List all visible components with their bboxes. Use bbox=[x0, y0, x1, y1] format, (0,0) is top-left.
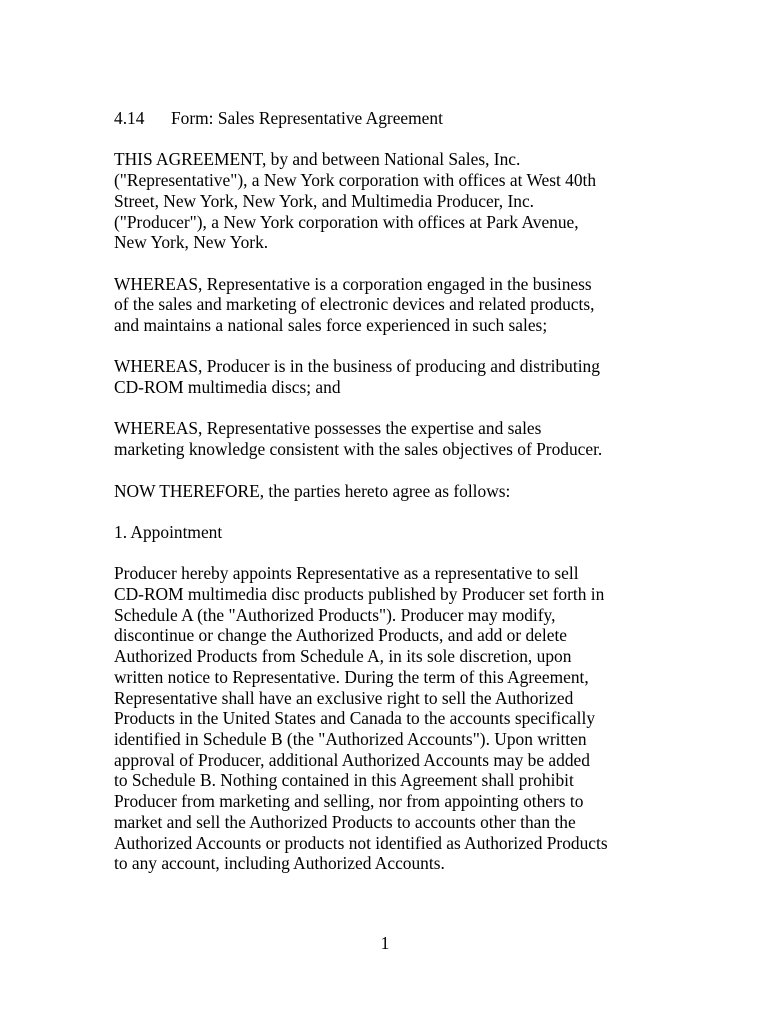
now-therefore-paragraph: NOW THEREFORE, the parties hereto agree as follows: bbox=[114, 480, 511, 501]
appointment-paragraph: Producer hereby appoints Representative as a representative to sell CD-ROM multimedia disc products published by Producer set forth in Schedule A (the "Authorized Products"). Producer may modify, discontinue or change the Authorized Products, and add or delete Authorized Products from Schedule A, in its sole discretion, upon written notice to Representative. During the term of this Agreement, Representative shall have an exclusive right to sell the Authorized Products in the United States and Canada to the accounts specifically identified in Schedule B (the "Authorized Accounts"). Upon written approval of Producer, additional Authorized Accounts may be added to Schedule B. Nothing contained in this Agreement shall prohibit Producer from marketing and selling, nor from appointing others to market and sell the Authorized Products to accounts other than the Authorized Accounts or products not identified as Authorized Products to any account, including Authorized Accounts. bbox=[114, 563, 608, 874]
document-body bbox=[114, 108, 664, 895]
whereas-producer-paragraph: WHEREAS, Producer is in the business of producing and distributing CD-ROM multimedia discs; and bbox=[114, 356, 600, 398]
whereas-representative-paragraph: WHEREAS, Representative is a corporation engaged in the business of the sales and marketing of electronic devices and related products, and maintains a national sales force experienced in such sales; bbox=[114, 273, 595, 335]
preamble-paragraph: THIS AGREEMENT, by and between National Sales, Inc. ("Representative"), a New York corporation with offices at West 40th Street, New York, New York, and Multimedia Producer, Inc. ("Producer"), a New York corporation with offices at Park Avenue, New York, New York. bbox=[114, 149, 597, 253]
section-title: Form: Sales Representative Agreement bbox=[171, 108, 443, 128]
section-number: 4.14 bbox=[114, 108, 145, 128]
appointment-heading: 1. Appointment bbox=[114, 521, 223, 542]
whereas-expertise-paragraph: WHEREAS, Representative possesses the expertise and sales marketing knowledge consistent with the sales objectives of Producer. bbox=[114, 418, 603, 460]
section-heading bbox=[114, 108, 664, 129]
page-number: 1 bbox=[380, 933, 390, 953]
